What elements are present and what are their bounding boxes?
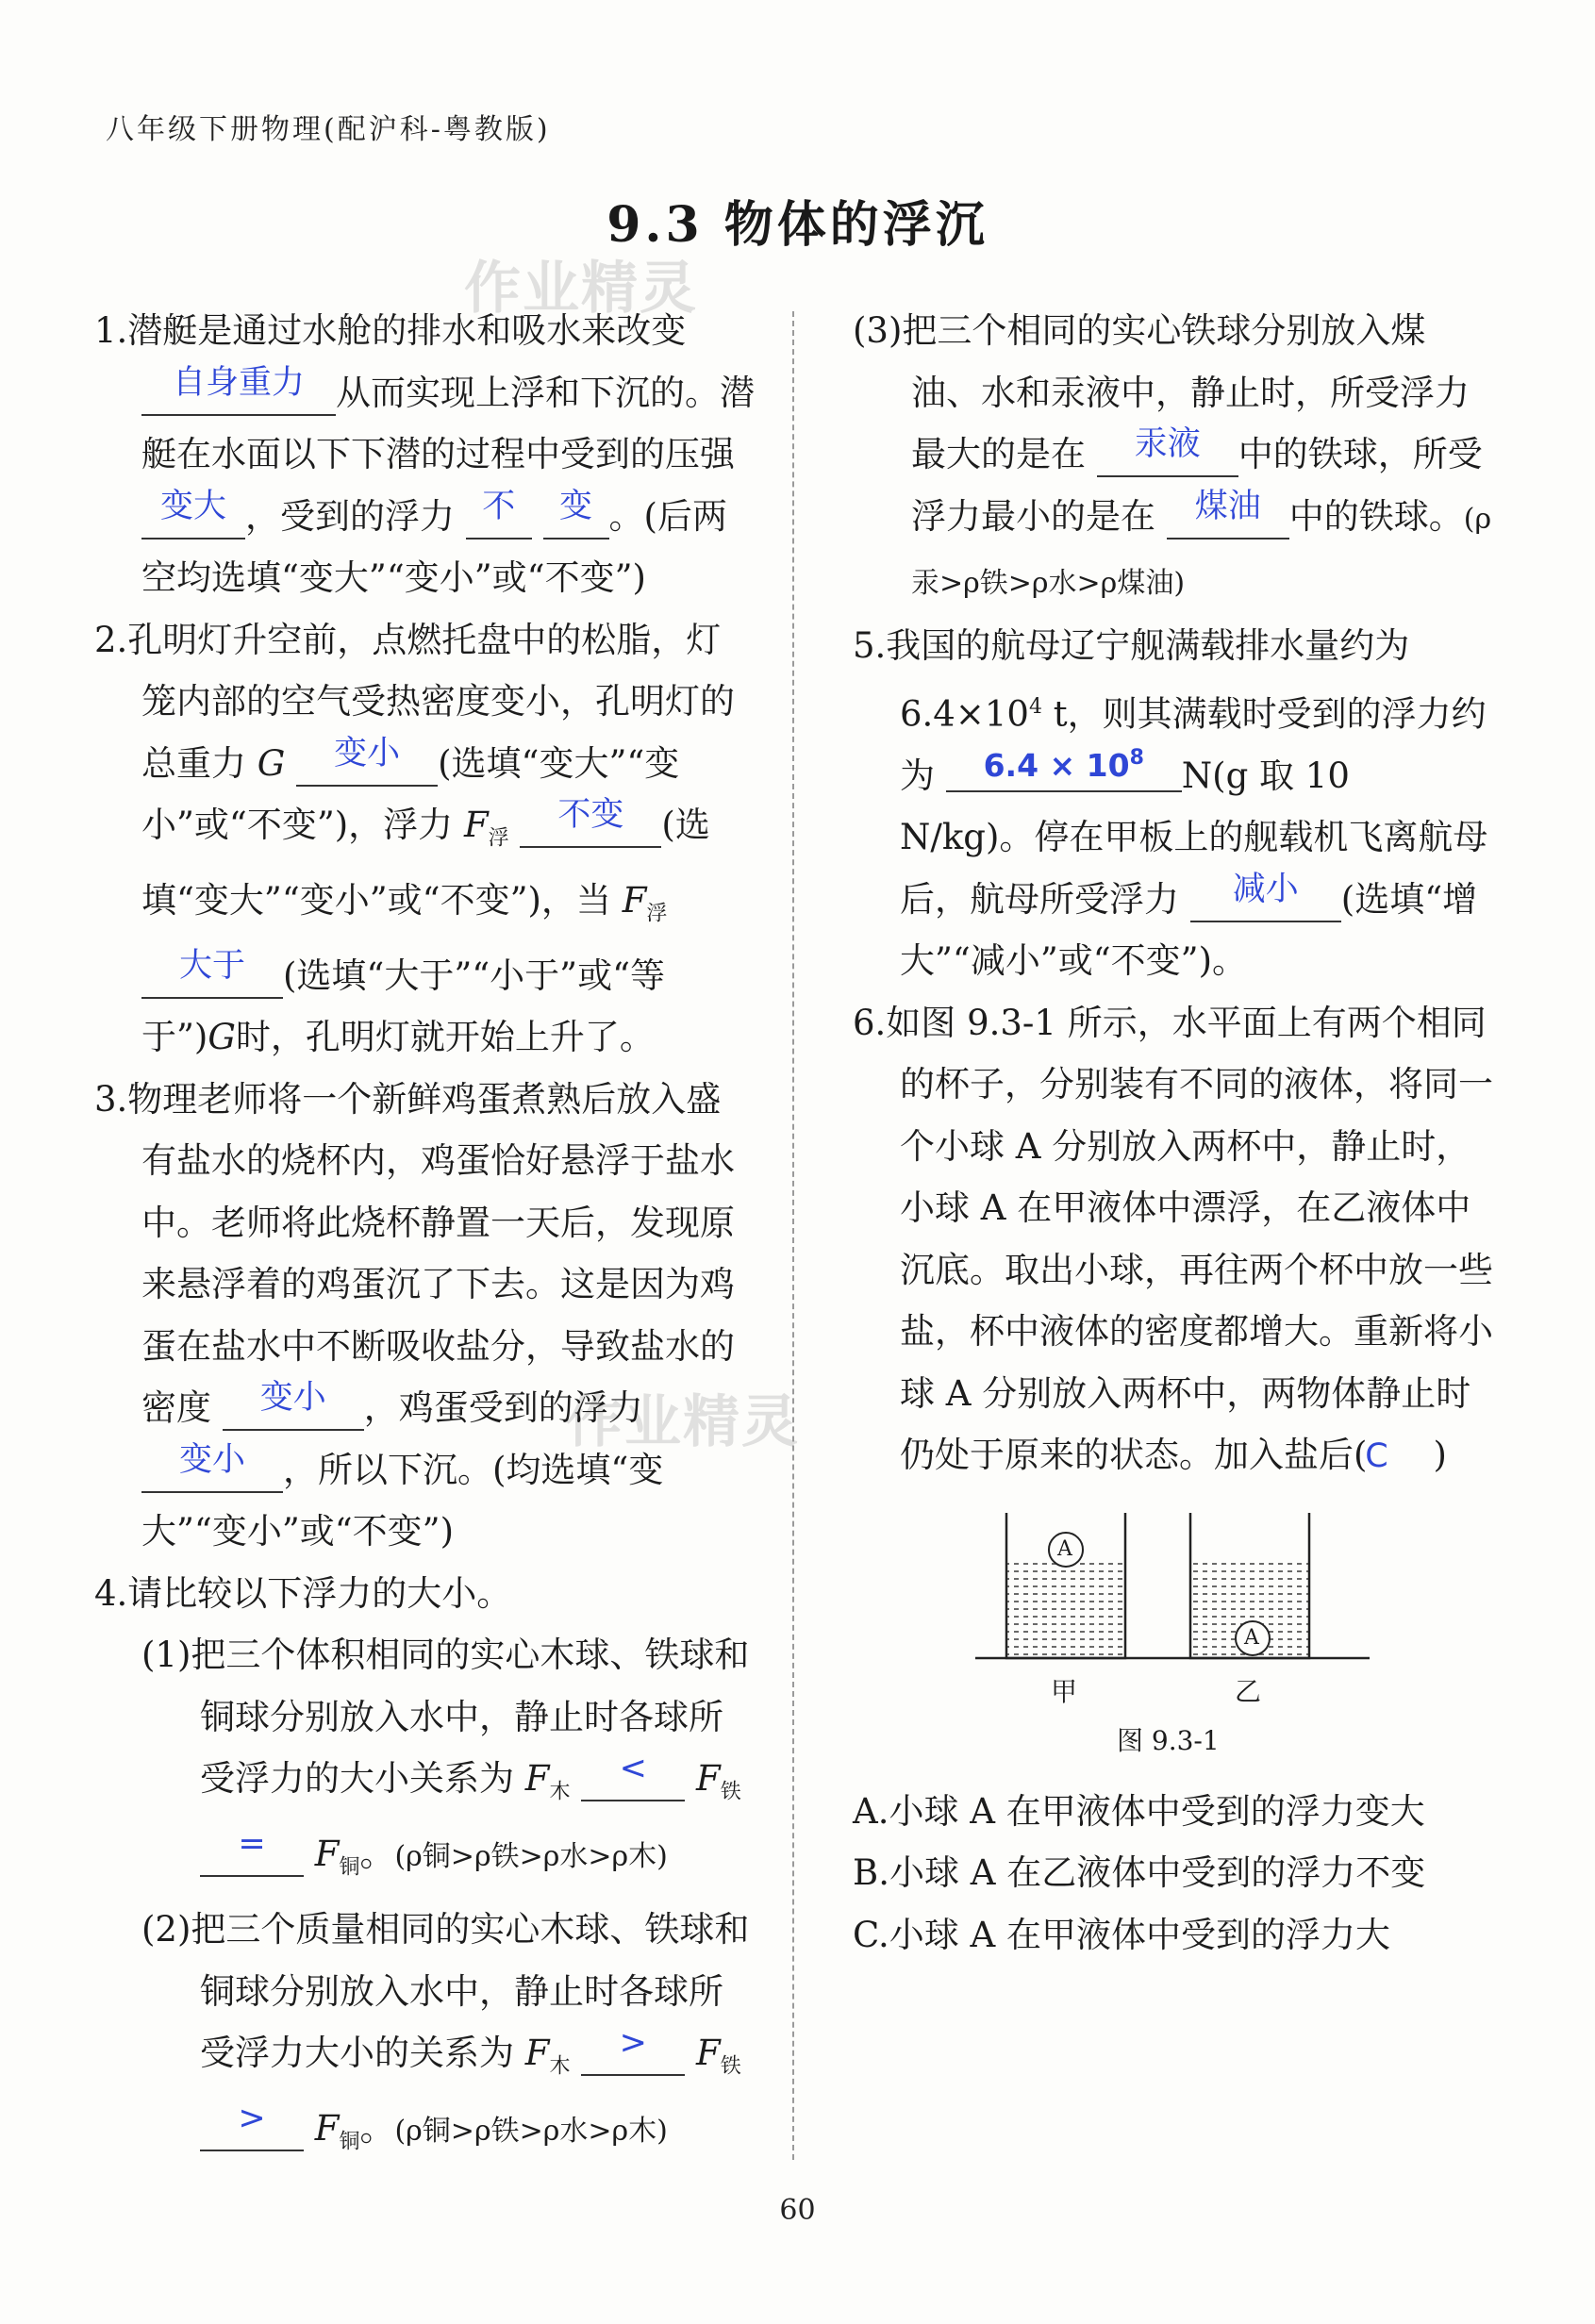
- q4-3-blank-2[interactable]: 煤油: [1167, 496, 1289, 540]
- q2-blank-1[interactable]: 变小: [296, 743, 438, 787]
- q5-blank-1[interactable]: $6.4 \times 10^8$: [946, 749, 1182, 792]
- q2-blank-3[interactable]: 大于: [141, 955, 283, 999]
- q3-blank-2[interactable]: 变小: [141, 1450, 283, 1493]
- page-title: 9.3 物体的浮沉: [606, 196, 989, 254]
- question-2: 2.孔明灯升空前，点燃托盘中的松脂，灯笼内部的空气受热密度变小，孔明灯的总重力 G 变小 (选填“变大”“变小”或“不变”)，浮力 $F_浮$ 不变 (选填“变大”“变小”或“不变”)，当 $F_浮$ 大于 (选填“大于”“小于”或“等于”)G时，孔明灯就开始上升了。: [94, 619, 735, 1058]
- q4-2-blank-1[interactable]: >: [581, 2033, 685, 2076]
- page-number: 60: [779, 2194, 816, 2227]
- ball-a-label: A: [1244, 1625, 1259, 1650]
- question-4-part-1: (1)把三个体积相同的实心木球、铁球和铜球分别放入水中，静止时各球所受浮力的大小关系为 $F_木 < F_铁 = F_铜$。(ρ铜>ρ铁>ρ水>ρ木): [141, 1635, 750, 1880]
- left-column: [94, 300, 755, 2173]
- question-3: 3.物理老师将一个新鲜鸡蛋煮熟后放入盛有盐水的烧杯内，鸡蛋恰好悬浮于盐水中。老师将此烧杯静置一天后，发现原来悬浮着的鸡蛋沉了下去。这是因为鸡蛋在盐水中不断吸收盐分，导致盐水的密度 变小 ，鸡蛋受到的浮力 变小 ，所以下沉。(均选填“变大”“变小”或“不变”): [94, 1078, 735, 1552]
- right-column: [853, 300, 1494, 1966]
- choice-c[interactable]: C.小球 A 在甲液体中受到的浮力大: [853, 1914, 1390, 1955]
- q1-blank-3a[interactable]: 不: [466, 496, 532, 540]
- q3-blank-1[interactable]: 变小: [223, 1387, 364, 1431]
- q1-blank-3b[interactable]: 变: [543, 496, 609, 540]
- question-4-part-3: (3)把三个相同的实心铁球分别放入煤油、水和汞液中，静止时，所受浮力最大的是在 汞液 中的铁球，所受浮力最小的是在 煤油 中的铁球。(ρ汞>ρ铁>ρ水>ρ煤油): [853, 310, 1492, 600]
- ball-a-label: A: [1057, 1536, 1072, 1561]
- watermark: 作业精灵: [566, 1389, 800, 1455]
- watermark: 作业精灵: [464, 256, 698, 322]
- beaker-label-jia: 甲: [1051, 1675, 1078, 1707]
- q4-1-blank-1[interactable]: <: [581, 1758, 685, 1801]
- q5-blank-2[interactable]: 减小: [1190, 879, 1341, 922]
- choice-b[interactable]: B.小球 A 在乙液体中受到的浮力不变: [853, 1852, 1426, 1894]
- q4-3-blank-1[interactable]: 汞液: [1097, 434, 1238, 477]
- figure-caption: 图 9.3-1: [1117, 1724, 1220, 1756]
- q1-blank-1[interactable]: 自身重力: [141, 373, 336, 416]
- q4-2-blank-2[interactable]: >: [200, 2108, 304, 2151]
- question-1: 1.潜艇是通过水舱的排水和吸水来改变 自身重力 从而实现上浮和下沉的。潜艇在水面以下下潜的过程中受到的压强 变大 ，受到的浮力 不 变 。(后两空均选填“变大”“变小”或“不变”): [94, 310, 755, 598]
- question-5: 5.我国的航母辽宁舰满载排水量约为 $6.4\times 10^4$ t，则其满载时受到的浮力约为 $6.4 \times 10^8$ N(g 取 10 N/kg)。停在甲板上的舰载机飞离航母后，航母所受浮力 减小 (选填“增大”“减小”或“不变”)。: [853, 624, 1488, 982]
- page-header: 八年级下册物理(配沪科-粤教版): [106, 113, 551, 146]
- q4-1-blank-2[interactable]: =: [200, 1834, 304, 1877]
- q2-blank-2[interactable]: 不变: [520, 805, 661, 848]
- q6-answer[interactable]: C: [1365, 1437, 1388, 1476]
- question-6: 6.如图 9.3-1 所示，水平面上有两个相同的杯子，分别装有不同的液体，将同一个小球 A 分别放入两杯中，静止时，小球 A 在甲液体中漂浮，在乙液体中沉底。取出小球，再往两个杯中放一些盐，杯中液体的密度都增大。重新将小球 A 分别放入两杯中，两物体静止时仍处于原来的状态。加入盐后(C ): [853, 992, 1494, 1488]
- choice-a[interactable]: A.小球 A 在甲液体中受到的浮力变大: [853, 1790, 1425, 1832]
- figure-9-3-1: [853, 1507, 1494, 1771]
- question-4-part-2: (2)把三个质量相同的实心木球、铁球和铜球分别放入水中，静止时各球所受浮力大小的关系为 $F_木 > F_铁 > F_铜$。(ρ铜>ρ铁>ρ水>ρ木): [141, 1909, 750, 2154]
- q1-blank-2[interactable]: 变大: [141, 496, 245, 540]
- column-divider: [792, 311, 794, 2160]
- question-4-intro: 4.请比较以下浮力的大小。: [94, 1572, 512, 1614]
- beaker-label-yi: 乙: [1235, 1675, 1262, 1707]
